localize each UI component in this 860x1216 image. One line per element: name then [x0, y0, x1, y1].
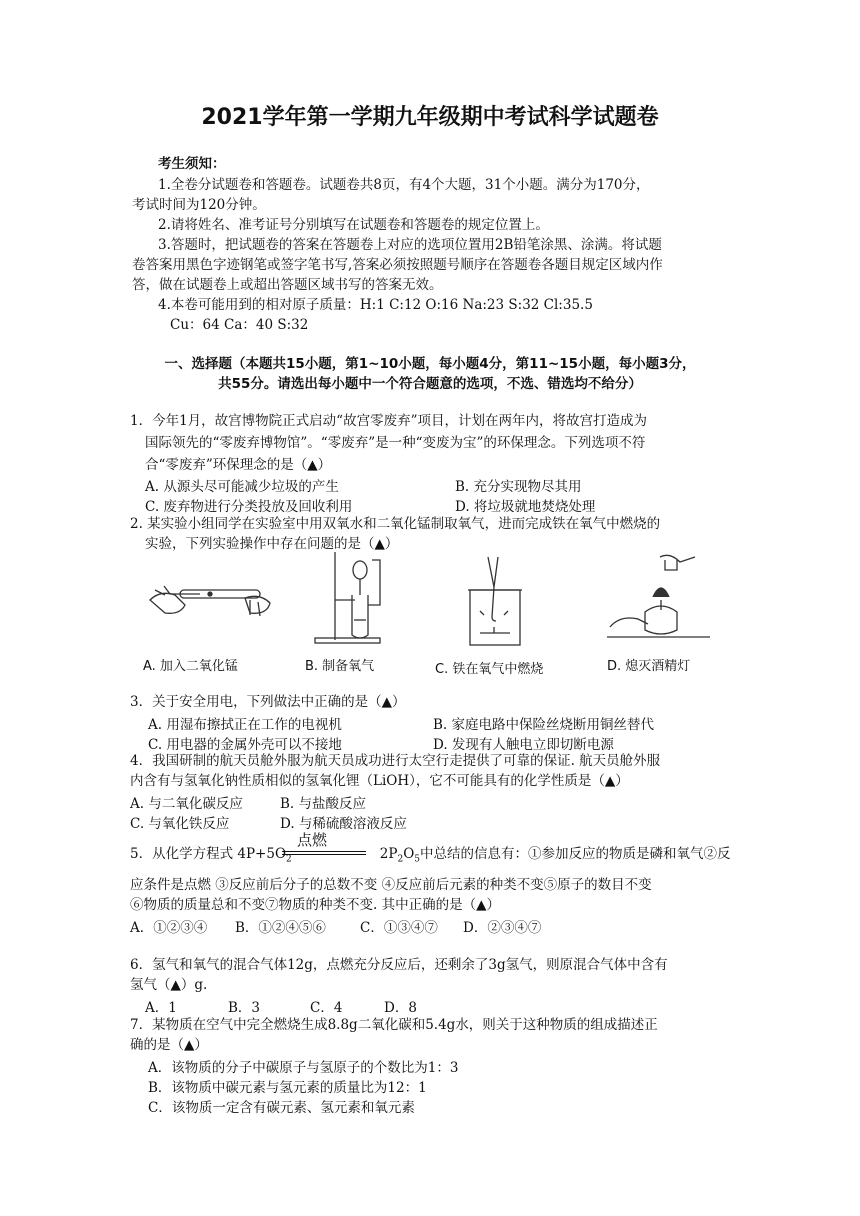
adding-manganese-dioxide-illustration: [140, 560, 280, 650]
question-3-stem: 3．关于安全用电，下列做法中正确的是（▲）: [130, 694, 406, 710]
figure-caption-a: A. 加入二氧化锰: [143, 659, 238, 674]
question-7-option-c: C．该物质一定含有碳元素、氢元素和氧元素: [148, 1100, 415, 1116]
question-5-option-c: C．①③④⑦: [360, 920, 438, 936]
question-3-option-b: B. 家庭电路中保险丝烧断用铜丝替代: [433, 717, 655, 733]
question-5-option-d: D．②③④⑦: [463, 920, 542, 936]
question-1-stem: 国际领先的“零废弃博物馆”。“零废弃”是一种“变废为宝”的环保理念。下列选项不符: [145, 435, 646, 451]
question-1-stem: 1．今年1月，故宫博物院正式启动“故宫零废弃”项目，计划在两年内，将故宫打造成为: [130, 413, 647, 429]
question-2-stem: 实验，下列实验操作中存在问题的是（▲）: [145, 536, 399, 552]
question-6-stem: 氢气（▲）g.: [130, 977, 208, 993]
page-title: 2021学年第一学期九年级期中考试科学试题卷: [201, 105, 659, 130]
notice-line: 考试时间为120分钟。: [132, 197, 266, 213]
question-1-option-c: C. 废弃物进行分类投放及回收利用: [145, 499, 353, 515]
figure-caption-b: B. 制备氧气: [305, 659, 375, 674]
question-3-option-d: D. 发现有人触电立即切断电源: [433, 737, 614, 753]
notice-heading: 考生须知：: [158, 156, 226, 172]
extinguishing-alcohol-lamp-illustration: [605, 552, 715, 647]
oxygen-preparation-apparatus-illustration: [305, 550, 405, 650]
question-7-stem: 确的是（▲）: [130, 1037, 208, 1053]
figure-caption-c: C. 铁在氧气中燃烧: [435, 662, 544, 677]
question-4-option-a: A. 与二氧化碳反应: [130, 796, 243, 812]
question-4-option-d: D. 与稀硫酸溶液反应: [280, 816, 407, 832]
notice-line: 4.本卷可能用到的相对原子质量：H:1 C:12 O:16 Na:23 S:32 Cl:35.5: [158, 297, 593, 313]
section-heading: 共55分。请选出每小题中一个符合题意的选项，不选、错选均不给分）: [218, 376, 642, 392]
question-4-option-c: C. 与氧化铁反应: [130, 816, 230, 832]
question-6-option-b: B．3: [228, 1000, 261, 1016]
question-3-option-c: C. 用电器的金属外壳可以不接地: [148, 737, 342, 753]
question-7-option-b: B．该物质中碳元素与氢元素的质量比为12：1: [148, 1080, 427, 1096]
iron-burning-in-oxygen-illustration: [460, 555, 530, 655]
question-1-option-b: B. 充分实现物尽其用: [455, 479, 582, 495]
question-1-option-d: D. 将垃圾就地焚烧处理: [455, 499, 596, 515]
question-5-stem: 应条件是点燃 ③反应前后分子的总数不变 ④反应前后元素的种类不变⑤原子的数目不变: [130, 877, 652, 893]
question-5-equation-line: 5．从化学方程式 $4P+5O_2$ $2P_2O_5$中总结的信息有：①参加反应的物质是磷和氧气②反: [130, 846, 731, 865]
question-5-option-a: A．①②③④: [130, 920, 208, 936]
question-4-option-b: B. 与盐酸反应: [280, 796, 367, 812]
notice-line: 1.全卷分试题卷和答题卷。试题卷共8页，有4个大题，31个小题。满分为170分，: [158, 177, 650, 193]
equation-equals-line: [282, 851, 366, 852]
question-5-option-b: B．①②④⑤⑥: [235, 920, 326, 936]
question-7-option-a: A．该物质的分子中碳原子与氢原子的个数比为1：3: [148, 1060, 459, 1076]
notice-line: 3.答题时，把试题卷的答案在答题卷上对应的选项位置用2B铅笔涂黑、涂满。将试题: [158, 237, 662, 253]
notice-line: 卷答案用黑色字迹钢笔或签字笔书写,答案必须按照题号顺序在答题卷各题目规定区域内作: [132, 257, 663, 273]
question-1-option-a: A. 从源头尽可能减少垃圾的产生: [145, 479, 339, 495]
question-6-stem: 6．氢气和氧气的混合气体12g，点燃充分反应后，还剩余了3g氢气，则原混合气体中含有: [130, 957, 668, 973]
question-5-stem: ⑥物质的质量总和不变⑦物质的种类不变. 其中正确的是（▲）: [130, 897, 500, 913]
equation-equals-line: [282, 854, 366, 855]
question-6-option-a: A．1: [145, 1000, 177, 1016]
section-heading: 一、选择题（本题共15小题，第1~10小题，每小题4分，第11~15小题，每小题3分，: [164, 356, 696, 372]
question-7-stem: 7．某物质在空气中完全燃烧生成8.8g二氧化碳和5.4g水，则关于这种物质的组成描述正: [130, 1017, 658, 1033]
reaction-condition: 点燃: [297, 831, 328, 849]
question-4-stem: 内含有与氢氧化钠性质相似的氢氧化锂（LiOH），它不可能具有的化学性质是（▲）: [130, 773, 629, 789]
question-4-stem: 4．我国研制的航天员舱外服为航天员成功进行太空行走提供了可靠的保证. 航天员舱外服: [130, 753, 661, 769]
question-1-stem: 合“零废弃”环保理念的是（▲）: [145, 457, 332, 473]
notice-line: 答，做在试题卷上或超出答题区域书写的答案无效。: [132, 277, 443, 293]
notice-line: 2.请将姓名、准考证号分别填写在试题卷和答题卷的规定位置上。: [158, 217, 549, 233]
question-6-option-d: D．8: [384, 1000, 417, 1016]
question-2-stem: 2. 某实验小组同学在实验室中用双氧水和二氧化锰制取氧气，进而完成铁在氧气中燃烧的: [130, 516, 661, 532]
figure-caption-d: D. 熄灭酒精灯: [607, 659, 691, 674]
notice-line: Cu：64 Ca：40 S:32: [170, 317, 309, 333]
question-6-option-c: C．4: [310, 1000, 343, 1016]
question-3-option-a: A. 用湿布擦拭正在工作的电视机: [148, 717, 342, 733]
